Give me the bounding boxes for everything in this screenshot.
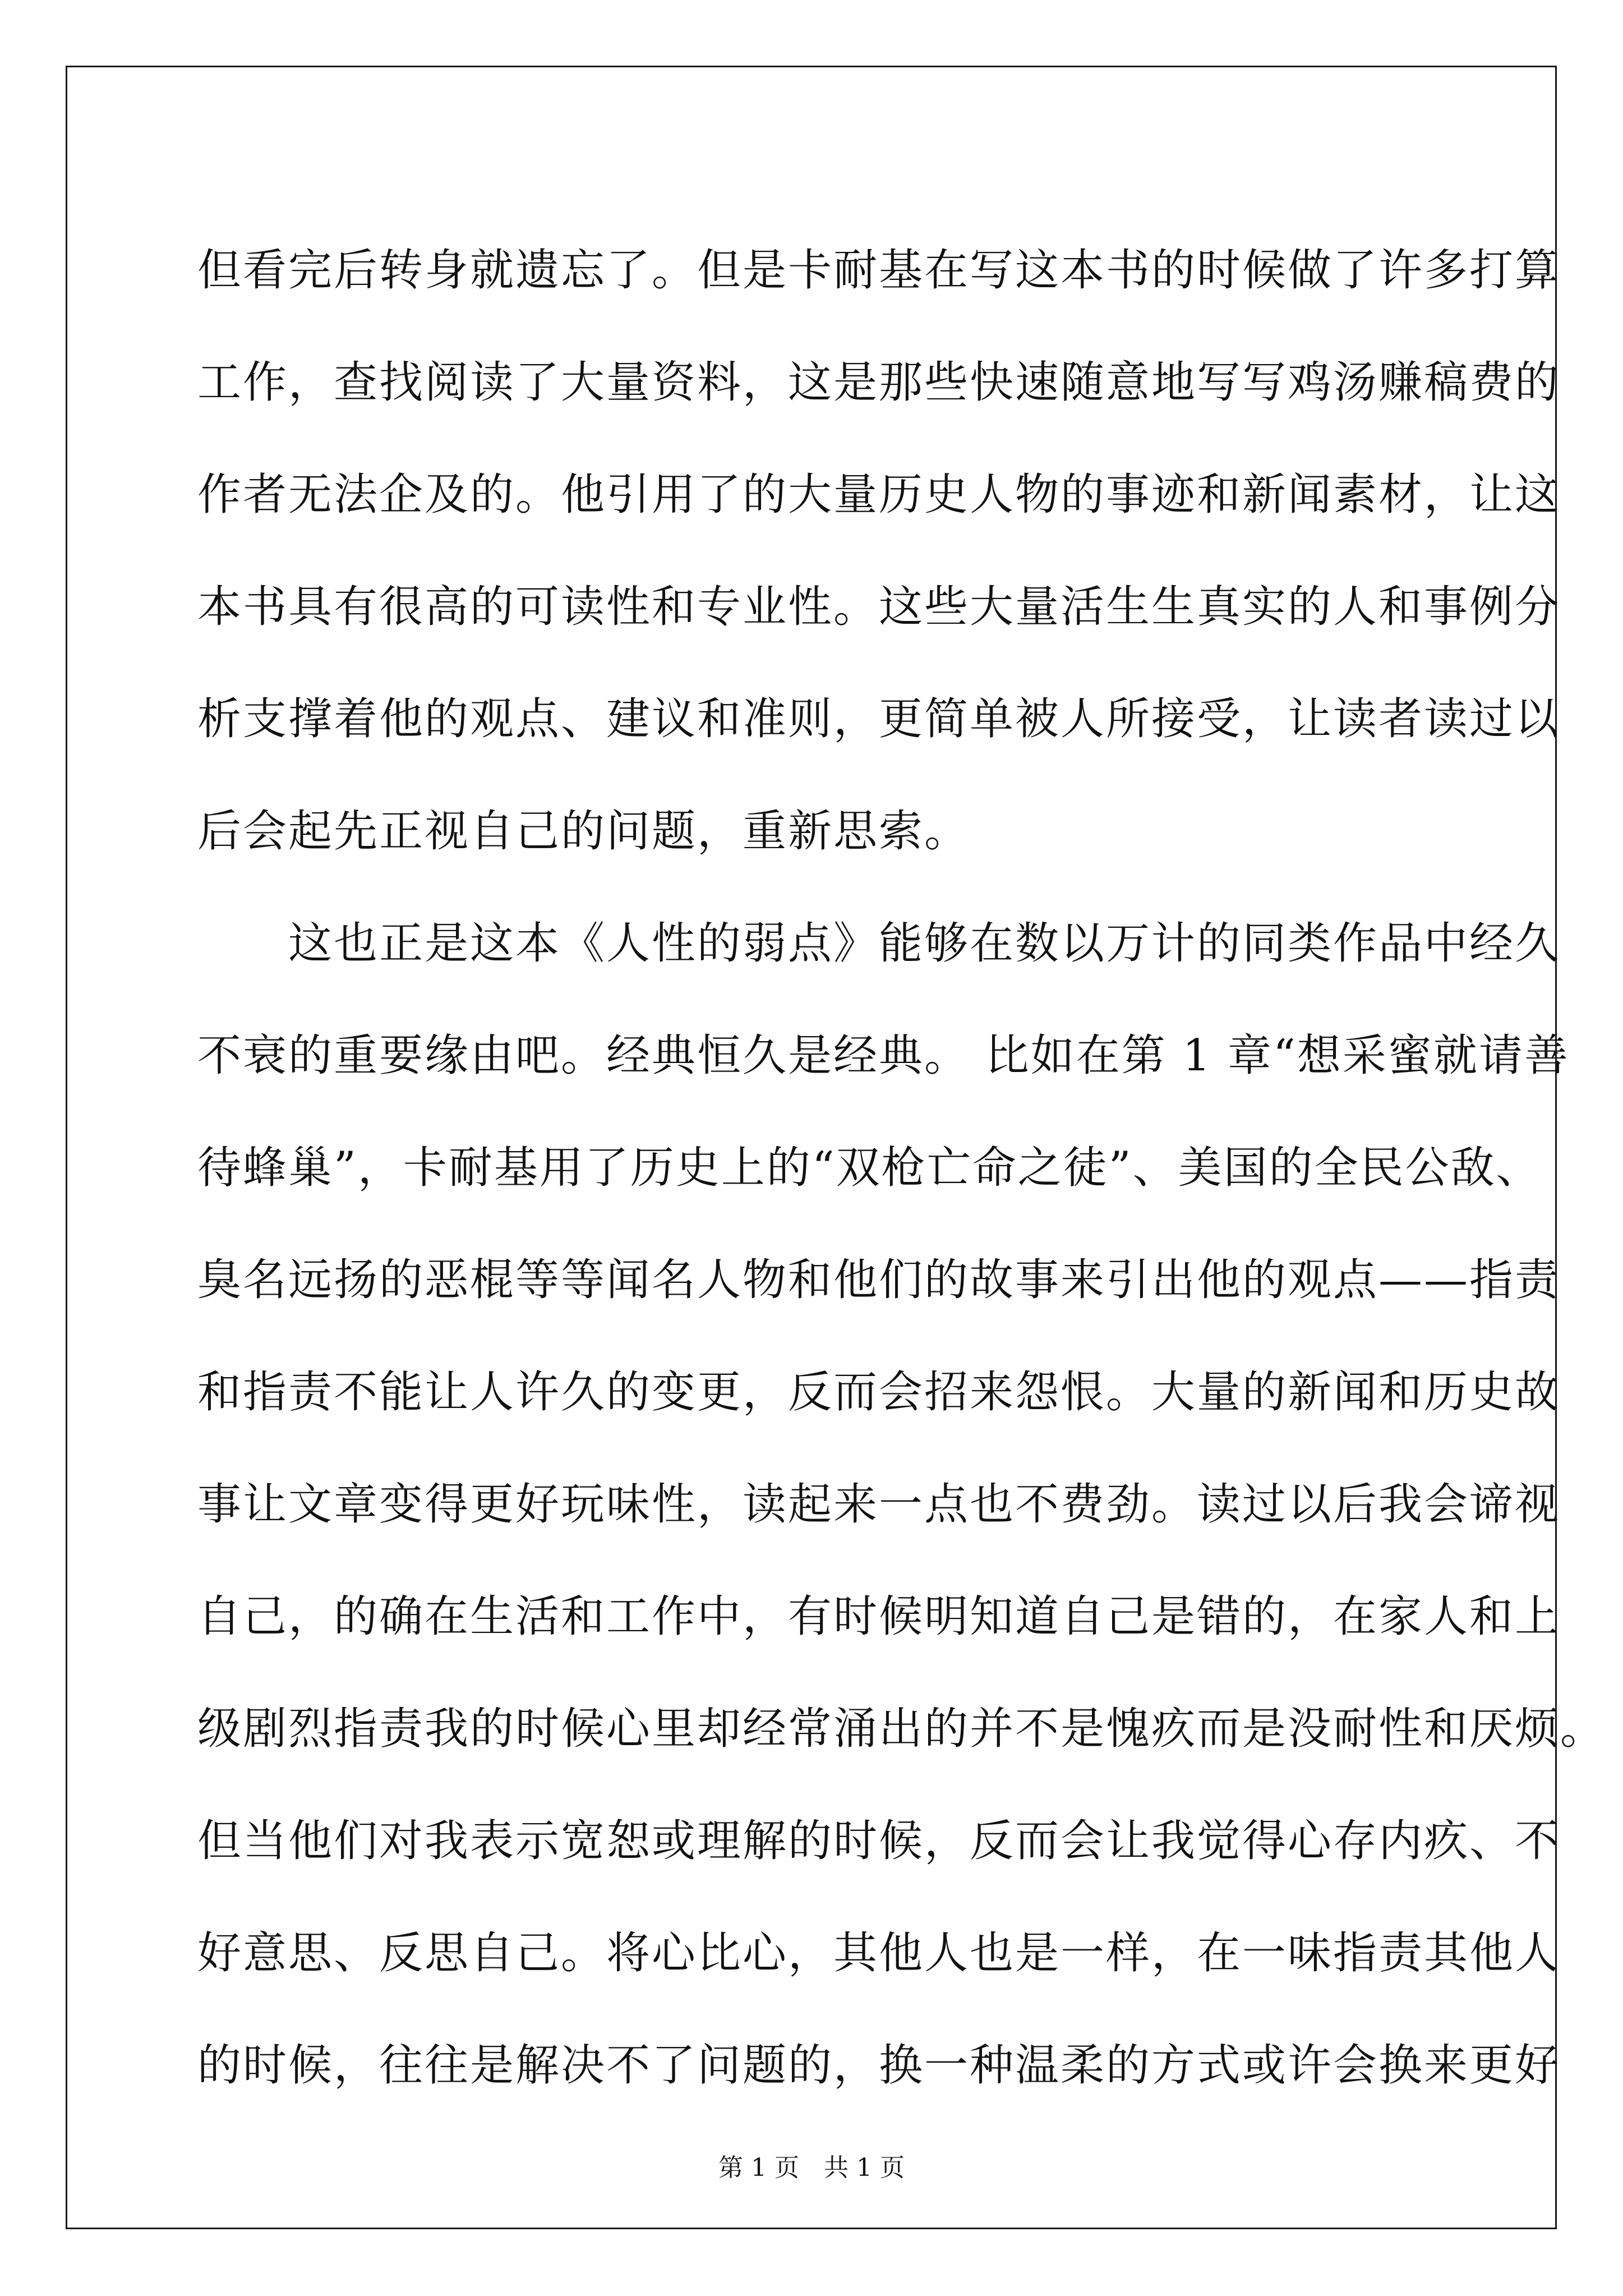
- text-line: 后会起先正视自己的问题，重新思索。: [197, 806, 970, 857]
- text-line: 好意思、反思自己。将心比心，其他人也是一样，在一味指责其他人: [197, 1928, 1561, 1978]
- text-line: 的时候，往往是解决不了问题的，换一种温柔的方式或许会换来更好: [197, 2040, 1561, 2091]
- text-line: 待蜂巢”，卡耐基用了历史上的“双枪亡命之徒”、美国的全民公敌、: [197, 1143, 1542, 1193]
- text-line: 不衰的重要缘由吧。经典恒久是经典。 比如在第 1 章“想采蜜就请善: [197, 1030, 1570, 1081]
- text-line: 臭名远扬的恶棍等等闻名人物和他们的故事来引出他的观点——指责: [197, 1255, 1561, 1305]
- page-footer: 第 1 页 共 1 页: [718, 2154, 905, 2182]
- text-line: 和指责不能让人许久的变更，反而会招来怨恨。大量的新闻和历史故: [197, 1367, 1561, 1418]
- text-line: 这也正是这本《人性的弱点》能够在数以万计的同类作品中经久: [197, 918, 1561, 969]
- text-line: 级剧烈指责我的时候心里却经常涌出的并不是愧疚而是没耐性和厌烦。: [197, 1704, 1606, 1754]
- text-line: 自己，的确在生活和工作中，有时候明知道自己是错的，在家人和上: [197, 1591, 1561, 1642]
- text-line: 析支撑着他的观点、建议和准则，更简单被人所接受，让读者读过以: [197, 694, 1561, 744]
- text-line: 本书具有很高的可读性和专业性。这些大量活生生真实的人和事例分: [197, 582, 1561, 632]
- text-line: 但当他们对我表示宽恕或理解的时候，反而会让我觉得心存内疚、不: [197, 1816, 1561, 1866]
- text-line: 工作，查找阅读了大量资料，这是那些快速随意地写写鸡汤赚稿费的: [197, 357, 1561, 408]
- text-line: 但看完后转身就遗忘了。但是卡耐基在写这本书的时候做了许多打算: [197, 245, 1561, 296]
- text-line: 作者无法企及的。他引用了的大量历史人物的事迹和新闻素材，让这: [197, 470, 1561, 520]
- text-line: 事让文章变得更好玩味性，读起来一点也不费劲。读过以后我会谛视: [197, 1479, 1561, 1530]
- document-body: [197, 214, 1606, 2122]
